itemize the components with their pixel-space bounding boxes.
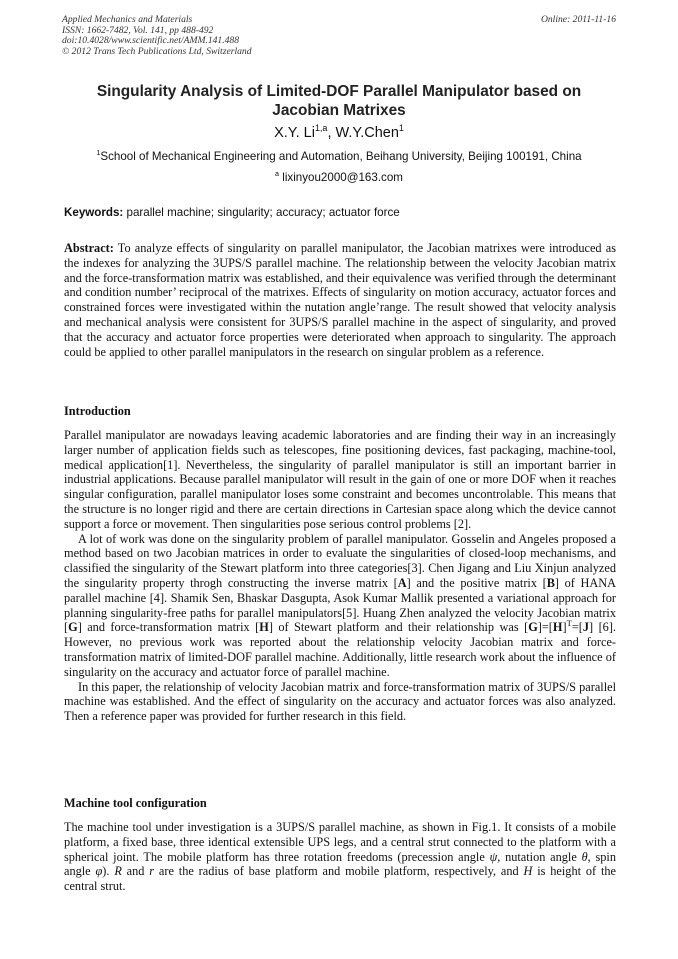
text-run: ] and force-transformation matrix [ <box>77 620 260 635</box>
section-heading-machine-tool: Machine tool configuration <box>64 796 207 810</box>
matrix-symbol: G <box>528 620 538 635</box>
matrix-symbol: H <box>259 620 269 635</box>
text-run: ] [6]. However, no previous work was reported about the relationship velocity Jacobian matrix and force-transformation matrix of limited-DOF parallel machine. Additionally, little research work about the influence of singularity on the accuracy and actuator force of parallel machine. <box>64 620 616 679</box>
machine-tool-body <box>64 820 616 894</box>
paper-title: Singularity Analysis of Limited-DOF Parallel Manipulator based on Jacobian Matrixes <box>96 83 582 119</box>
matrix-symbol: B <box>546 575 555 590</box>
text-run: are the radius of base platform and mobile platform, respectively, and <box>154 864 524 879</box>
matrix-symbol: A <box>397 575 407 590</box>
text-run: , spin angle <box>64 849 616 879</box>
introduction-body <box>64 428 616 724</box>
online-date: Online: 2011-11-16 <box>540 14 616 25</box>
paragraph: Parallel manipulator are nowadays leaving academic laboratories and are finding their way in an increasingly larger number of application fields such as telescopes, fine positioning devices, fast packaging, machine-tool, medical application[1]. Nevertheless, the singularity of parallel manipulator is still an important barrier in industrial applications. Because parallel manipulator will result in the gain of one or more DOF when it reaches singular configuration, parallel manipulator loses some constraint and becomes uncontrolable. This means that the structure is no longer rigid and there are certain directions in Cartesian space along which the device cannot support a force or movement. Then singularities pose serious control problems [2]. <box>64 428 616 531</box>
text-run: and <box>121 864 150 879</box>
math-symbol: ψ <box>489 849 498 864</box>
abstract-label: Abstract: <box>64 241 114 255</box>
email-text: lixinyou2000@163.com <box>279 171 403 184</box>
text-run: ] of Stewart platform and their relationship was [ <box>268 620 529 635</box>
author-line <box>62 124 616 142</box>
math-symbol: R <box>114 864 122 879</box>
issn-line: ISSN: 1662-7482, Vol. 141, pp 488-492 <box>62 24 214 36</box>
keywords-text: parallel machine; singularity; accuracy; actuator force <box>123 206 400 219</box>
keywords-label: Keywords: <box>64 206 124 219</box>
math-symbol: θ <box>581 849 588 864</box>
author-name: W.Y.Chen <box>335 125 399 141</box>
copyright-line: © 2012 Trans Tech Publications Ltd, Switzerland <box>62 45 252 57</box>
matrix-symbol: G <box>68 620 78 635</box>
text-run: ] of HANA parallel machine [4]. Shamik Sen, Bhaskar Dasgupta, Asok Kumar Mallik presented a variational approach for planning singularity-free paths for parallel manipulators[5]. Huang Zhen analyzed the velocity Jacobian matrix [ <box>64 575 616 635</box>
text-run: The machine tool under investigation is a 3UPS/S parallel machine, as shown in Fig.1. It consists of a mobile platform, a fixed base, three identical extensible UPS legs, and a central strut connected to the platform with a spherical joint. The mobile platform has three rotation freedoms (precession angle <box>64 820 616 864</box>
doi-line: doi:10.4028/www.scientific.net/AMM.141.488 <box>62 35 240 47</box>
text-run: , nutation angle <box>497 849 582 864</box>
math-symbol: φ <box>95 864 103 879</box>
paragraph <box>64 532 616 680</box>
text-run: A lot of work was done on the singularity problem of parallel manipulator. Gosselin and Angeles proposed a method based on two Jacobian matrices in order to evaluate the singularities of closed-loop mechanisms, and classified the singularity of the Stewart platform into three categories[3]. Chen Jigang and Liu Xinjun analyzed the singularity property throgh constructing the inverse matrix [ <box>64 531 616 590</box>
author-email <box>62 171 616 185</box>
paragraph: In this paper, the relationship of velocity Jacobian matrix and force-transformation matrix of 3UPS/S parallel machine was established. And the effect of singularity on the accuracy and actuator forces was also analyzed. Then a reference paper was provided for further research in this field. <box>64 679 616 724</box>
author-name: X.Y. Li <box>274 125 315 141</box>
matrix-symbol: J <box>582 620 590 635</box>
text-run: ]=[ <box>537 620 553 635</box>
author-affiliation-mark: 1,a <box>314 123 328 134</box>
math-symbol: r <box>149 864 155 879</box>
affiliation-mark: 1 <box>96 148 101 158</box>
abstract <box>64 241 616 359</box>
text-run: ). <box>102 864 115 879</box>
matrix-symbol: H <box>552 620 563 635</box>
text-run: is height of the central strut. <box>64 864 616 894</box>
journal-name: Applied Mechanics and Materials <box>62 14 193 25</box>
section-heading-introduction: Introduction <box>64 404 131 418</box>
text-run: ] and the positive matrix [ <box>406 575 547 590</box>
journal-header <box>62 15 616 57</box>
text-run: =[ <box>571 620 583 635</box>
author-separator: , <box>327 125 336 141</box>
abstract-text: To analyze effects of singularity on parallel manipulator, the Jacobian matrixes were introduced as the indexes for analyzing the 3UPS/S parallel machine. The relationship between the velocity Jacobian matrix and the force-transformation matrix was established, and their equivalence was verified through the determinant and condition number’ reciprocal of the matrixes. Effects of singularity on motion accuracy, actuator forces and constrained forces were investigated within the nutation angle’range. The result showed that velocity analysis and mechanical analysis were consistent for 3UPS/S parallel machine in the aspect of singularity, and proved that the accuracy and actuator force properties were deteriorated when approach to singularity. The approach could be applied to other parallel manipulators in the research on singular problem as a reference. <box>64 241 616 359</box>
author-affiliation-mark: 1 <box>398 123 404 134</box>
email-mark: a <box>275 169 280 179</box>
paragraph <box>64 820 616 894</box>
keywords <box>64 206 616 220</box>
affiliation <box>62 150 616 164</box>
math-symbol: H <box>523 864 533 879</box>
affiliation-text: School of Mechanical Engineering and Automation, Beihang University, Beijing 100191, China <box>100 150 582 163</box>
transpose-mark: T <box>566 618 572 629</box>
text-run: ] <box>562 620 567 635</box>
